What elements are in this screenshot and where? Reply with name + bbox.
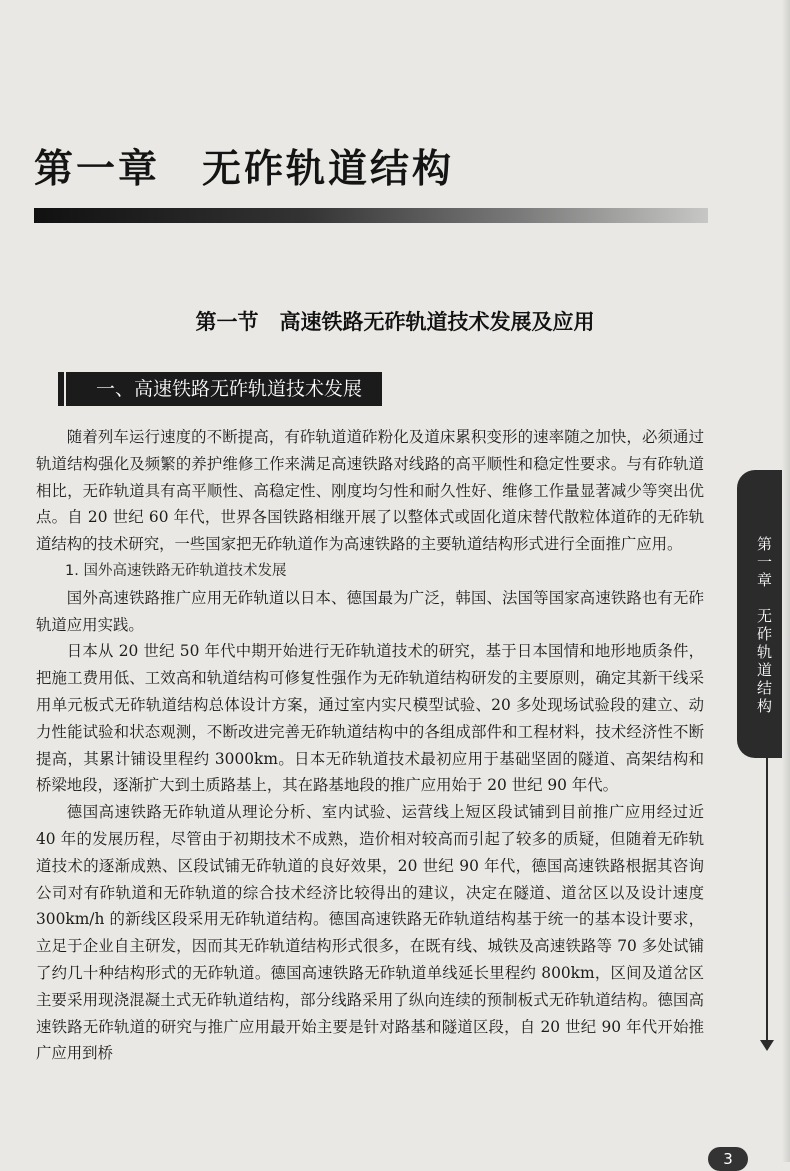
paragraph: 日本从 20 世纪 50 年代中期开始进行无砟轨道技术的研究，基于日本国情和地形地质条件，把施工费用低、工效高和轨道结构可修复性强作为无砟轨道结构研发的主要原则，确定其新干线采用单元板式无砟轨道结构总体设计方案，通过室内实尺模型试验、20 多处现场试验段的建立、动力性能试验和状态观测，不断改进完善无砟轨道结构中的各组成部件和工程材料，技术经济性不断提高，其累计铺设里程约 3000km。日本无砟轨道技术最初应用于基础坚固的隧道、高架结构和桥梁地段，逐渐扩大到土质路基上，其在路基地段的推广应用始于 20 世纪 90 年代。 <box>36 642 704 795</box>
chapter-title-underline-bar <box>34 208 708 223</box>
page-edge-shadow <box>782 0 790 1162</box>
sub-heading: 1. 国外高速铁路无砟轨道技术发展 <box>65 562 287 579</box>
subsection-title: 一、高速铁路无砟轨道技术发展 <box>96 378 363 400</box>
paragraph: 德国高速铁路无砟轨道从理论分析、室内试验、运营线上短区段试铺到目前推广应用经过近 40 年的发展历程，尽管由于初期技术不成熟，造价相对较高而引起了较多的质疑，但随着无砟轨道技术的逐渐成熟、区段试铺无砟轨道的良好效果，20 世纪 90 年代，德国高速铁路根据其咨询公司对有砟轨道和无砟轨道的综合技术经济比较得出的建议，决定在隧道、道岔区以及设计速度 300km/h 的新线区段采用无砟轨道结构。德国高速铁路无砟轨道结构基于统一的基本设计要求，立足于企业自主研发，因而其无砟轨道结构形式很多，在既有线、城铁及高速铁路等 70 多处试铺了约几十种结构形式的无砟轨道。德国高速铁路无砟轨道单线延长里程约 800km，区间及道岔区主要采用现浇混凝土式无砟轨道结构，部分线路采用了纵向连续的预制板式无砟轨道结构。德国高速铁路无砟轨道的研究与推广应用最开始主要是针对路基和隧道区段，自 20 世纪 90 年代开始推广应用到桥 <box>36 803 704 1063</box>
body-text <box>36 424 704 1067</box>
page-number: 3 <box>708 1147 748 1171</box>
side-tab-guide-line <box>766 758 768 1044</box>
chapter-title: 第一章 无砟轨道结构 <box>34 146 455 192</box>
subsection-header-cap <box>58 372 64 406</box>
chapter-side-tab-label: 第一章 无砟轨道结构 <box>755 536 773 716</box>
paragraph: 随着列车运行速度的不断提高，有砟轨道道砟粉化及道床累积变形的速率随之加快，必须通过轨道结构强化及频繁的养护维修工作来满足高速铁路对线路的高平顺性和稳定性要求。与有砟轨道相比，无砟轨道具有高平顺性、高稳定性、刚度均匀性和耐久性好、维修工作量显著减少等突出优点。自 20 世纪 60 年代，世界各国铁路相继开展了以整体式或固化道床替代散粒体道砟的无砟轨道结构的技术研究，一些国家把无砟轨道作为高速铁路的主要轨道结构形式进行全面推广应用。 <box>36 428 704 554</box>
down-arrow-icon <box>760 1040 774 1051</box>
paragraph: 国外高速铁路推广应用无砟轨道以日本、德国最为广泛，韩国、法国等国家高速铁路也有无砟轨道应用实践。 <box>36 588 704 634</box>
section-title: 第一节 高速铁路无砟轨道技术发展及应用 <box>195 310 595 334</box>
subsection-header <box>66 372 382 406</box>
